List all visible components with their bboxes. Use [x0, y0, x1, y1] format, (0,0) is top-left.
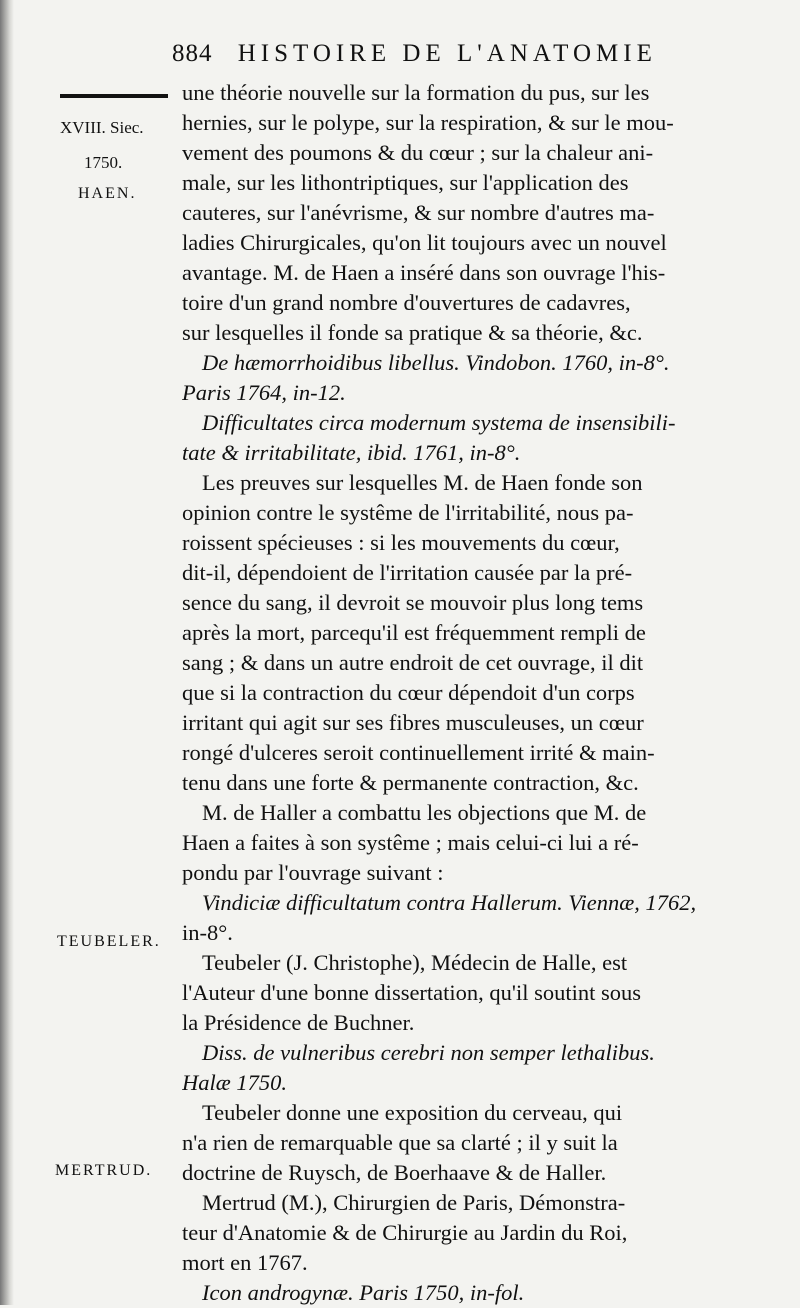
- text-line: Teubeler (J. Christophe), Médecin de Halle, est: [202, 950, 628, 975]
- text-line: roissent spécieuses : si les mouvements du cœur,: [182, 530, 620, 555]
- citation-line: in-8°.: [182, 920, 233, 945]
- text-line: l'Auteur d'une bonne dissertation, qu'il soutint sous: [182, 980, 641, 1005]
- running-header: [172, 40, 772, 68]
- text-line: Les preuves sur lesquelles M. de Haen fonde son: [202, 470, 643, 495]
- text-line: M. de Haller a combattu les objections que M. de: [202, 800, 647, 825]
- citation-line: Diss. de vulneribus cerebri non semper lethalibus.: [202, 1040, 655, 1065]
- text-line: sence du sang, il devroit se mouvoir plus long tems: [182, 590, 644, 615]
- text-line: ladies Chirurgicales, qu'on lit toujours avec un nouvel: [182, 230, 667, 255]
- running-title: HISTOIRE DE L'ANATOMIE: [237, 40, 657, 67]
- text-line: que si la contraction du cœur dépendoit d'un corps: [182, 680, 635, 705]
- text-line: dit-il, dépendoient de l'irritation causée par la pré-: [182, 560, 633, 585]
- margin-name-teubeler: TEUBELER.: [57, 933, 161, 950]
- text-line: après la mort, parcequ'il est fréquemment rempli de: [182, 620, 646, 645]
- text-line: Haen a faites à son systême ; mais celui-ci lui a ré-: [182, 830, 639, 855]
- text-line: tenu dans une forte & permanente contraction, &c.: [182, 770, 639, 795]
- margin-year: 1750.: [84, 153, 123, 172]
- text-line: hernies, sur le polype, sur la respiration, & sur le mou-: [182, 110, 674, 135]
- text-line: irritant qui agit sur ses fibres musculeuses, un cœur: [182, 710, 644, 735]
- text-line: toire d'un grand nombre d'ouvertures de cadavres,: [182, 290, 631, 315]
- text-line: doctrine de Ruysch, de Boerhaave & de Haller.: [182, 1160, 607, 1185]
- text-line: teur d'Anatomie & de Chirurgie au Jardin du Roi,: [182, 1220, 628, 1245]
- text-line: la Présidence de Buchner.: [182, 1010, 415, 1035]
- text-line: sang ; & dans un autre endroit de cet ouvrage, il dit: [182, 650, 644, 675]
- text-line: sur lesquelles il fonde sa pratique & sa théorie, &c.: [182, 320, 643, 345]
- citation-line: Vindiciæ difficultatum contra Hallerum. Viennæ, 1762,: [202, 890, 697, 915]
- text-line: vement des poumons & du cœur ; sur la chaleur ani-: [182, 140, 654, 165]
- citation-line: De hæmorrhoidibus libellus. Vindobon. 1760, in-8°.: [202, 350, 670, 375]
- text-line: rongé d'ulceres seroit continuellement irrité & main-: [182, 740, 655, 765]
- text-line: mort en 1767.: [182, 1250, 308, 1275]
- citation-line: Paris 1764, in-12.: [182, 380, 346, 405]
- margin-century: XVIII. Siec.: [60, 118, 144, 137]
- text-line: male, sur les lithontriptiques, sur l'application des: [182, 170, 629, 195]
- main-text: [182, 78, 762, 1308]
- citation-line: tate & irritabilitate, ibid. 1761, in-8°.: [182, 440, 521, 465]
- margin-name-mertrud: MERTRUD.: [55, 1162, 153, 1179]
- text-line: pondu par l'ouvrage suivant :: [182, 860, 444, 885]
- citation-line: Icon androgynæ. Paris 1750, in-fol.: [202, 1280, 525, 1305]
- citation-line: Difficultates circa modernum systema de insensibili-: [202, 410, 676, 435]
- text-line: avantage. M. de Haen a inséré dans son ouvrage l'his-: [182, 260, 666, 285]
- citation-line: Halæ 1750.: [182, 1070, 288, 1095]
- page-binding-shadow: [0, 0, 14, 1305]
- text-line: Mertrud (M.), Chirurgien de Paris, Démonstra-: [202, 1190, 626, 1215]
- page-number: 884: [172, 40, 213, 67]
- text-line: Teubeler donne une exposition du cerveau, qui: [202, 1100, 623, 1125]
- text-line: une théorie nouvelle sur la formation du pus, sur les: [182, 80, 650, 105]
- text-line: opinion contre le systême de l'irritabilité, nous pa-: [182, 500, 634, 525]
- text-line: cauteres, sur l'anévrisme, & sur nombre d'autres ma-: [182, 200, 655, 225]
- margin-rule: [60, 94, 168, 98]
- text-line: n'a rien de remarquable que sa clarté ; il y suit la: [182, 1130, 618, 1155]
- margin-name-haen: HAEN.: [78, 185, 137, 202]
